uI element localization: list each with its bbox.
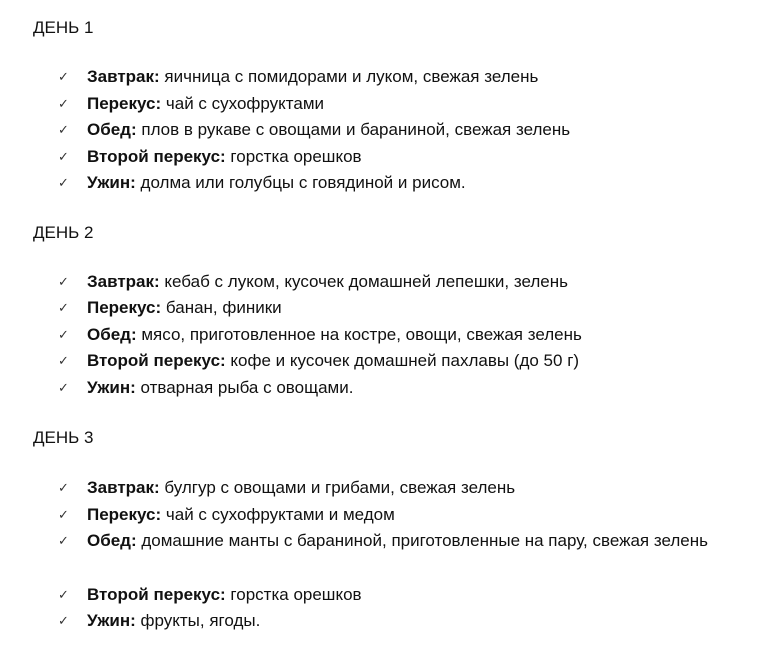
checkmark-icon: ✓ <box>58 353 69 368</box>
list-item <box>58 529 758 553</box>
meal-text: яичница с помидорами и луком, свежая зелень <box>159 67 539 86</box>
day-1-title: ДЕНЬ 1 <box>33 18 94 37</box>
meal-text: домашние манты с бараниной, приготовленные на пару, свежая зелень <box>136 531 708 550</box>
meal-label: Перекус: <box>87 298 162 317</box>
list-item <box>58 171 758 195</box>
meal-text: банан, финики <box>161 298 282 317</box>
meal-text: горстка орешков <box>225 585 362 604</box>
list-item <box>58 118 758 142</box>
meal-text: фрукты, ягоды. <box>135 611 261 630</box>
meal-label: Перекус: <box>87 94 162 113</box>
list-item <box>58 609 758 633</box>
meal-text: плов в рукаве с овощами и бараниной, свежая зелень <box>136 120 571 139</box>
meal-label: Ужин: <box>87 611 136 630</box>
day-3-title: ДЕНЬ 3 <box>33 428 94 447</box>
list-item <box>58 476 758 500</box>
meal-label: Завтрак: <box>87 67 160 86</box>
list-item <box>58 583 758 607</box>
meal-label: Второй перекус: <box>87 585 226 604</box>
meal-text: чай с сухофруктами <box>161 94 325 113</box>
meal-text: булгур с овощами и грибами, свежая зелень <box>159 478 516 497</box>
checkmark-icon: ✓ <box>58 507 69 522</box>
meal-label: Второй перекус: <box>87 351 226 370</box>
meal-text: горстка орешков <box>225 147 362 166</box>
meal-label: Перекус: <box>87 505 162 524</box>
checkmark-icon: ✓ <box>58 613 69 628</box>
list-item <box>58 296 758 320</box>
meal-text: кофе и кусочек домашней пахлавы (до 50 г) <box>225 351 580 370</box>
checkmark-icon: ✓ <box>58 274 69 289</box>
checkmark-icon: ✓ <box>58 175 69 190</box>
meal-text: долма или голубцы с говядиной и рисом. <box>135 173 466 192</box>
meal-text: мясо, приготовленное на костре, овощи, свежая зелень <box>136 325 582 344</box>
checkmark-icon: ✓ <box>58 300 69 315</box>
meal-text: отварная рыба с овощами. <box>135 378 354 397</box>
list-item <box>58 65 758 89</box>
meal-label: Обед: <box>87 325 137 344</box>
list-item <box>58 349 758 373</box>
day-2-title: ДЕНЬ 2 <box>33 223 94 242</box>
list-item <box>58 503 758 527</box>
checkmark-icon: ✓ <box>58 149 69 164</box>
meal-label: Завтрак: <box>87 478 160 497</box>
meal-label: Обед: <box>87 531 137 550</box>
checkmark-icon: ✓ <box>58 122 69 137</box>
checkmark-icon: ✓ <box>58 480 69 495</box>
meal-label: Обед: <box>87 120 137 139</box>
list-item <box>58 92 758 116</box>
meal-text: чай с сухофруктами и медом <box>161 505 395 524</box>
meal-label: Ужин: <box>87 378 136 397</box>
checkmark-icon: ✓ <box>58 533 69 548</box>
meal-label: Второй перекус: <box>87 147 226 166</box>
meal-label: Завтрак: <box>87 272 160 291</box>
checkmark-icon: ✓ <box>58 380 69 395</box>
meal-label: Ужин: <box>87 173 136 192</box>
list-item <box>58 376 758 400</box>
checkmark-icon: ✓ <box>58 96 69 111</box>
checkmark-icon: ✓ <box>58 587 69 602</box>
list-item <box>58 145 758 169</box>
list-item <box>58 270 758 294</box>
list-item <box>58 323 758 347</box>
checkmark-icon: ✓ <box>58 327 69 342</box>
meal-text: кебаб с луком, кусочек домашней лепешки, зелень <box>159 272 568 291</box>
checkmark-icon: ✓ <box>58 69 69 84</box>
